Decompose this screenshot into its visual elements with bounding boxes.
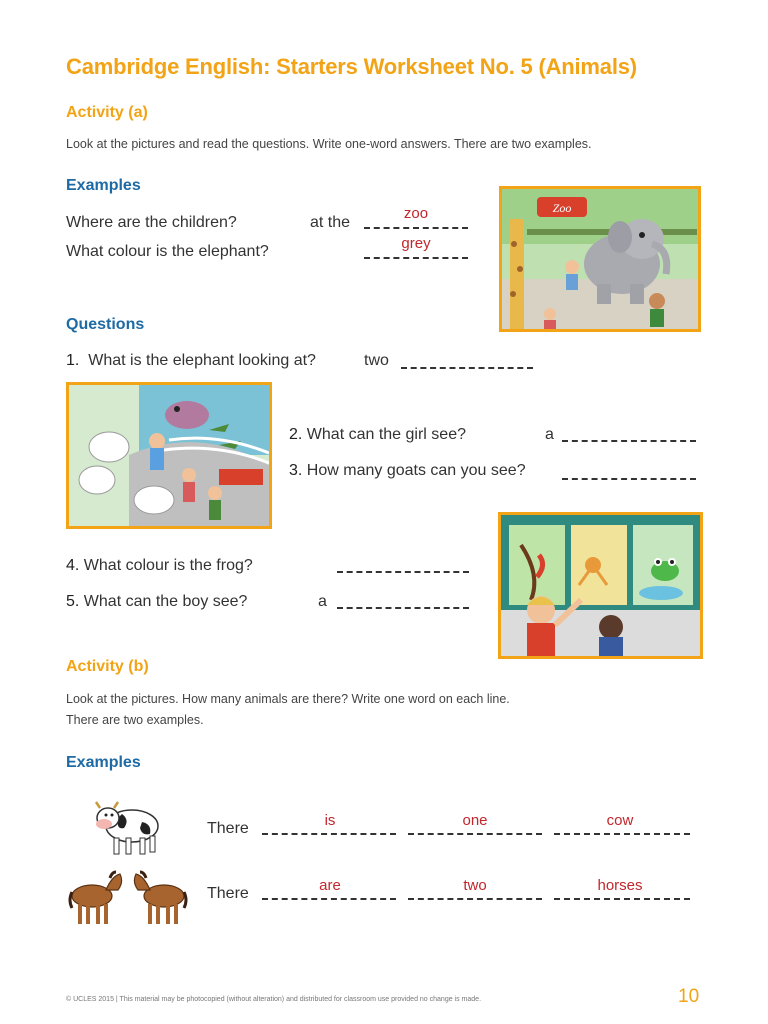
question-prefix-5: a [318, 593, 327, 610]
example-answer-line-1 [364, 227, 468, 229]
page-number: 10 [678, 986, 700, 1007]
examples-heading-b: Examples [66, 754, 141, 771]
row-2-answer-2: two [463, 877, 487, 894]
answer-line-3[interactable] [562, 478, 696, 480]
question-prefix-1: two [364, 352, 389, 369]
row-2-line-2 [408, 898, 542, 900]
row-2-line-3 [554, 898, 690, 900]
question-text-1: What is the elephant looking at? [88, 352, 316, 369]
zoo-hippo-goats-picture [66, 382, 272, 529]
example-answer-2: grey [401, 235, 431, 252]
example-answer-line-2 [364, 257, 468, 259]
cow-picture [92, 796, 164, 860]
horses-picture [66, 866, 190, 930]
question-1 [66, 352, 316, 370]
row-1-lead: There [207, 820, 249, 837]
question-number-1: 1. [66, 352, 80, 369]
activity-b-heading: Activity (b) [66, 658, 149, 675]
activity-a-instruction: Look at the pictures and read the questions. Write one-word answers. There are two examples. [66, 137, 592, 151]
question-4 [66, 557, 253, 575]
page-title: Cambridge English: Starters Worksheet No. 5 (Animals) [66, 54, 637, 79]
question-number-4: 4. [66, 557, 80, 574]
row-1-line-3 [554, 833, 690, 835]
answer-line-1[interactable] [401, 367, 533, 369]
question-number-2: 2. [289, 426, 303, 443]
activity-b-instruction-2: There are two examples. [66, 713, 204, 727]
question-3 [289, 462, 526, 480]
example-question-1: Where are the children? [66, 214, 237, 231]
row-1-answer-1: is [324, 812, 336, 829]
question-5 [66, 593, 247, 611]
example-question-2: What colour is the elephant? [66, 243, 269, 260]
row-1-line-1 [262, 833, 396, 835]
question-number-3: 3. [289, 462, 303, 479]
copyright-footer: © UCLES 2015 | This material may be photocopied (without alteration) and distributed for classroom use provided no change is made. [66, 996, 482, 1003]
answer-line-2[interactable] [562, 440, 696, 442]
example-prefix-1: at the [310, 214, 351, 231]
row-2-answer-1: are [319, 877, 341, 894]
answer-line-4[interactable] [337, 571, 469, 573]
question-number-5: 5. [66, 593, 80, 610]
zoo-sign-text: Zoo [552, 201, 572, 215]
row-1-answer-2: one [462, 812, 488, 829]
question-prefix-2: a [545, 426, 554, 443]
horse-1 [70, 872, 122, 924]
question-text-5: What can the boy see? [83, 593, 248, 610]
row-2-lead: There [207, 885, 249, 902]
question-text-2: What can the girl see? [306, 426, 466, 443]
example-answer-1: zoo [403, 205, 429, 222]
answer-line-5[interactable] [337, 607, 469, 609]
row-1-answer-3: cow [606, 812, 634, 829]
question-2 [289, 426, 466, 444]
frog-reptile-house-picture [498, 512, 703, 659]
zoo-elephant-picture [499, 186, 701, 332]
question-text-4: What colour is the frog? [83, 557, 253, 574]
row-2-answer-3: horses [597, 877, 643, 894]
activity-a-heading: Activity (a) [66, 104, 148, 121]
question-text-3: How many goats can you see? [306, 462, 526, 479]
questions-heading: Questions [66, 316, 145, 333]
row-1-line-2 [408, 833, 542, 835]
activity-b-instruction-1: Look at the pictures. How many animals are there? Write one word on each line. [66, 692, 510, 706]
horse-2 [134, 872, 186, 924]
row-2-line-1 [262, 898, 396, 900]
examples-heading-a: Examples [66, 177, 141, 194]
